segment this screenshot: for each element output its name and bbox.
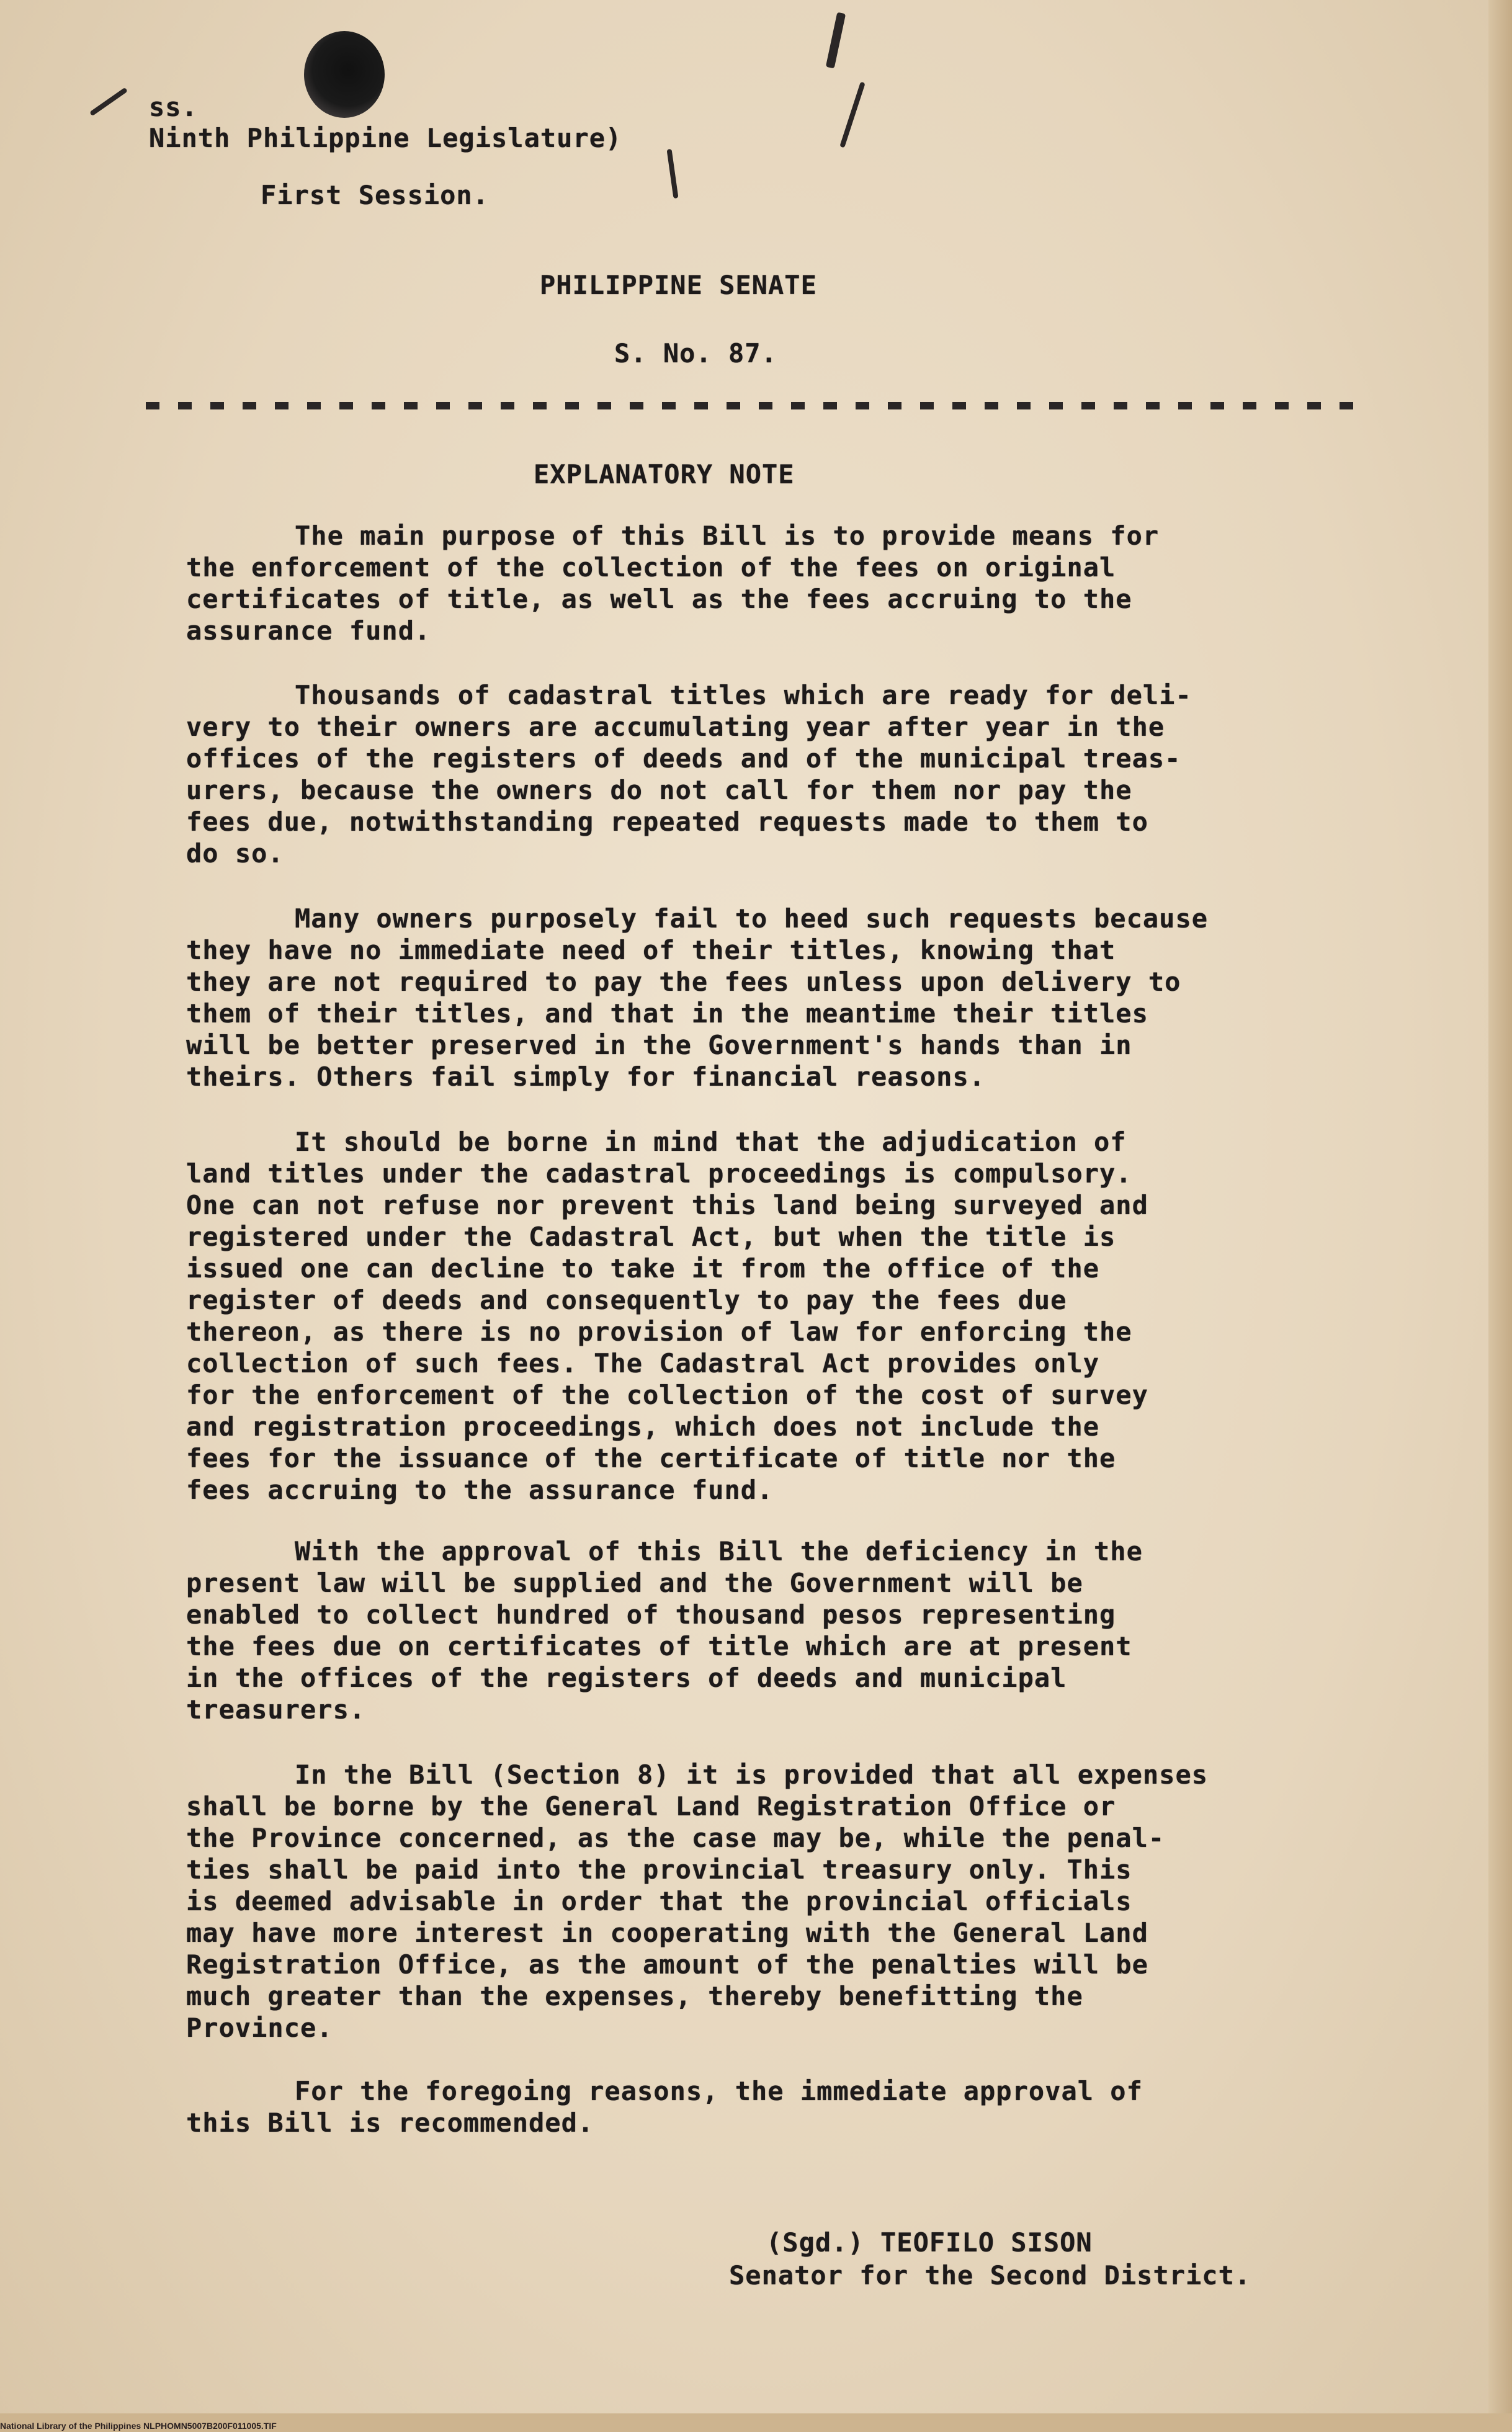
text-line: It should be borne in mind that the adjudication of bbox=[295, 1127, 1127, 1157]
text-line: In the Bill (Section 8) it is provided that all expenses bbox=[295, 1759, 1209, 1790]
text-line: Many owners purposely fail to heed such requests because bbox=[295, 903, 1209, 934]
text-line: urers, because the owners do not call for them nor pay the bbox=[186, 775, 1132, 805]
text-line: ties shall be paid into the provincial treasury only. This bbox=[186, 1854, 1132, 1885]
paragraph-purpose bbox=[186, 520, 1159, 646]
signature-title: Senator for the Second District. bbox=[729, 2260, 1251, 2291]
dashed-divider bbox=[146, 402, 1362, 409]
text-line: For the foregoing reasons, the immediate approval of bbox=[295, 2076, 1143, 2106]
note-title: EXPLANATORY NOTE bbox=[534, 459, 795, 490]
text-line: certificates of title, as well as the fees accruing to the bbox=[186, 584, 1132, 614]
text-line: Thousands of cadastral titles which are ready for deli- bbox=[295, 680, 1192, 710]
text-line: they are not required to pay the fees unless upon delivery to bbox=[186, 967, 1181, 997]
session-heading: First Session. bbox=[261, 180, 490, 210]
text-line: present law will be supplied and the Government will be bbox=[186, 1568, 1083, 1598]
text-line: collection of such fees. The Cadastral Act provides only bbox=[186, 1348, 1100, 1379]
text-line: theirs. Others fail simply for financial reasons. bbox=[186, 1062, 986, 1092]
paragraph-many-owners bbox=[186, 903, 1208, 1093]
paragraph-recommendation bbox=[186, 2075, 1143, 2139]
paragraph-adjudication bbox=[186, 1126, 1148, 1506]
text-line: issued one can decline to take it from the office of the bbox=[186, 1253, 1100, 1284]
text-line: they have no immediate need of their titles, knowing that bbox=[186, 935, 1116, 965]
text-line: assurance fund. bbox=[186, 615, 431, 646]
text-line: fees accruing to the assurance fund. bbox=[186, 1475, 774, 1505]
text-line: will be better preserved in the Government's hands than in bbox=[186, 1030, 1132, 1060]
text-line: is deemed advisable in order that the provincial officials bbox=[186, 1886, 1132, 1916]
text-line: thereon, as there is no provision of law for enforcing the bbox=[186, 1317, 1132, 1347]
text-line: very to their owners are accumulating year after year in the bbox=[186, 712, 1165, 742]
text-line: enabled to collect hundred of thousand pesos representing bbox=[186, 1599, 1116, 1630]
text-line: Registration Office, as the amount of the penalties will be bbox=[186, 1949, 1148, 1980]
text-line: The main purpose of this Bill is to provide means for bbox=[295, 521, 1160, 551]
text-line: and registration proceedings, which does not include the bbox=[186, 1411, 1100, 1442]
text-line: the enforcement of the collection of the fees on original bbox=[186, 552, 1116, 583]
paragraph-section-8 bbox=[186, 1759, 1208, 2044]
paragraph-thousands bbox=[186, 679, 1192, 869]
text-line: fees for the issuance of the certificate of title nor the bbox=[186, 1443, 1116, 1473]
text-line: register of deeds and consequently to pay the fees due bbox=[186, 1285, 1067, 1315]
text-line: shall be borne by the General Land Registration Office or bbox=[186, 1791, 1116, 1822]
text-line: the fees due on certificates of title which are at present bbox=[186, 1631, 1132, 1661]
text-line: this Bill is recommended. bbox=[186, 2108, 594, 2138]
text-line: in the offices of the registers of deeds and municipal bbox=[186, 1663, 1067, 1693]
bill-number: S. No. 87. bbox=[614, 338, 777, 369]
text-line: do so. bbox=[186, 838, 284, 869]
text-line: offices of the registers of deeds and of the municipal treas- bbox=[186, 743, 1181, 774]
text-line: Province. bbox=[186, 2013, 333, 2043]
chamber-title: PHILIPPINE SENATE bbox=[540, 270, 817, 300]
text-line: them of their titles, and that in the meantime their titles bbox=[186, 998, 1148, 1029]
text-line: for the enforcement of the collection of the cost of survey bbox=[186, 1380, 1148, 1410]
signature-name: (Sgd.) TEOFILO SISON bbox=[766, 2227, 1093, 2258]
text-line: may have more interest in cooperating with the General Land bbox=[186, 1918, 1148, 1948]
archive-footer-label: National Library of the Philippines NLPHOMN5007B200F011005.TIF bbox=[0, 2421, 277, 2431]
text-line: registered under the Cadastral Act, but when the title is bbox=[186, 1222, 1116, 1252]
legislature-heading: ss. Ninth Philippine Legislature) bbox=[149, 92, 622, 153]
text-line: much greater than the expenses, thereby benefitting the bbox=[186, 1981, 1083, 2011]
paragraph-approval bbox=[186, 1536, 1143, 1725]
text-line: land titles under the cadastral proceedings is compulsory. bbox=[186, 1158, 1132, 1189]
text-line: fees due, notwithstanding repeated requests made to them to bbox=[186, 807, 1148, 837]
paper-edge-right bbox=[1488, 0, 1512, 2432]
text-line: One can not refuse nor prevent this land being surveyed and bbox=[186, 1190, 1148, 1220]
text-line: treasurers. bbox=[186, 1694, 366, 1725]
text-line: With the approval of this Bill the deficiency in the bbox=[295, 1536, 1143, 1567]
text-line: the Province concerned, as the case may be, while the penal- bbox=[186, 1823, 1165, 1853]
